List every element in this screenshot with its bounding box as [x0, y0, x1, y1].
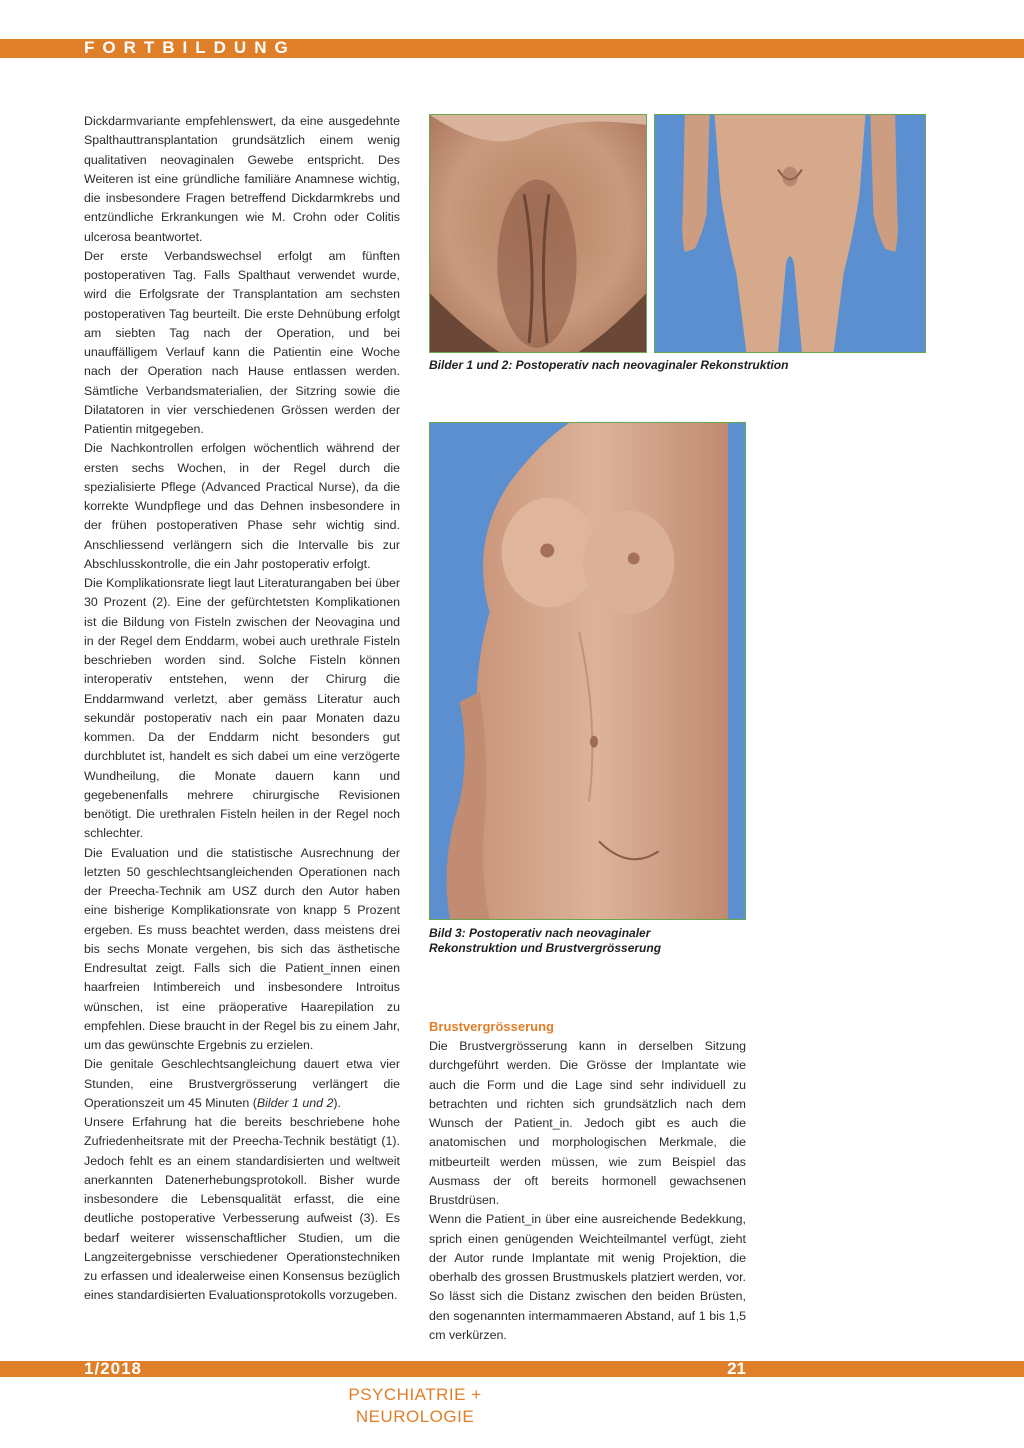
figure-photo-1 — [429, 114, 647, 353]
photo-1-image — [430, 115, 646, 352]
section-heading: Brustvergrösserung — [429, 1019, 554, 1034]
figure-photo-3 — [429, 422, 746, 920]
issue-number: 1/2018 — [84, 1359, 142, 1378]
paragraph: Unsere Erfahrung hat die bereits beschriebene hohe Zufriedenheitsrate mit der Preecha-Technik bestätigt (1). Jedoch fehlt es an einem standardisierten und weltweit anerkannten Datenerhebungsprotokoll. Bisher wurde insbesondere die Lebensqualität erfasst, die eine deutliche postoperative Verbesserung aufweist (3). Es bedarf weiterer wissenschaftlicher Studien, um die Langzeitergebnisse verschiedener Operationstechniken zu erfassen und idealerweise einen Konsensus bezüglich eines standardisierten Evaluationsprotokolls vorzugeben. — [84, 1115, 400, 1303]
paragraph-text: Die genitale Geschlechtsangleichung dauert etwa vier Stunden, eine Brustvergrösserung verlängert die Operationszeit um 45 Minuten ( — [84, 1057, 400, 1110]
paragraph: Wenn die Patient_in über eine ausreichende Bedekkung, sprich einen genügenden Weichteilmantel verfügt, zieht der Autor runde Implantate mit wenig Projektion, die oberhalb des grossen Brustmuskels platziert werden, vor. So lässt sich die Distanz zwischen den beiden Brüsten, den sogenannten intermammaeren Abstand, auf 1 bis 1,5 cm verkürzen. — [429, 1212, 746, 1342]
figure-caption-1-2: Bilder 1 und 2: Postoperativ nach neovaginaler Rekonstruktion — [429, 358, 789, 372]
paragraph — [84, 1055, 400, 1113]
figure-reference: Bilder 1 und 2 — [256, 1095, 334, 1110]
paragraph: Dickdarmvariante empfehlenswert, da eine ausgedehnte Spalthauttransplantation grundsätzlich einem wenig qualitativen neovaginalen Gewebe entspricht. Des Weiteren ist eine gründliche familiäre Anamnese wichtig, die insbesondere Fragen betreffend Dickdarmkrebs und entzündliche Erkrankungen wie M. Crohn oder Colitis ulcerosa beantwortet. — [84, 114, 400, 244]
paragraph: Die Brustvergrösserung kann in derselben Sitzung durchgeführt werden. Die Grösse der Implantate wie auch die Form und die Lage sind sehr individuell zu betrachten und richten sich grundsätzlich nach dem Wunsch der Patient_in. Jedoch gibt es auch die anatomischen und morphologischen Merkmale, die mitbeurteilt werden müssen, wie zum Beispiel das Ausmass der oft bereits hormonell gewachsenen Brustdrüsen. — [429, 1039, 746, 1207]
photo-3-image — [430, 423, 745, 919]
footer-bar — [0, 1361, 1024, 1377]
paragraph: Die Evaluation und die statistische Ausrechnung der letzten 50 geschlechtsangleichenden Operationen nach der Preecha-Technik am USZ durch den Autor haben eine bisherige Komplikationsrate von knapp 5 Prozent ergeben. Es muss beachtet werden, dass meistens drei bis sechs Monate vergehen, bis sich das ästhetische Endresultat zeigt. Falls sich die Patient_innen einen haarfreien Intimbereich und insbesondere Introitus wünschen, ist eine präoperative Haarepilation zu empfehlen. Diese braucht in der Regel bis zu einem Jahr, um das gewünschte Ergebnis zu erzielen. — [84, 845, 400, 1052]
paragraph: Der erste Verbandswechsel erfolgt am fünften postoperativen Tag. Falls Spalthaut verwendet wurde, wird die Erfolgsrate der Transplantation am sechsten postoperativen Tag beurteilt. Die erste Dehnübung erfolgt am siebten Tag nach der Operation, und bei unauffälligem Verlauf kann die Patientin eine Woche nach der Operation nach Hause entlassen werden. Sämtliche Verbandsmaterialien, der Sitzring sowie die Dilatatoren in vier verschiedenen Grössen werden der Patientin mitgegeben. — [84, 248, 400, 436]
paragraph: Die Komplikationsrate liegt laut Literaturangaben bei über 30 Prozent (2). Eine der gefürchtetsten Komplikationen ist die Bildung von Fisteln zwischen der Neovagina und in der Regel dem Enddarm, wobei auch urethrale Fisteln beschrieben worden sind. Solche Fisteln können interoperativ entstehen, wenn der Chirurg die Enddarmwand verletzt, aber gemäss Literatur auch sekundär postoperativ nach ein paar Monaten dazu kommen. Da der Enddarm nicht besonders gut durchblutet ist, handelt es sich dabei um eine verzögerte Wundheilung, die Monate dauern kann und gegebenenfalls mehrere chirurgische Revisionen benötigt. Die urethralen Fisteln heilen in der Regel noch schlechter. — [84, 576, 400, 841]
journal-title: PSYCHIATRIE + NEUROLOGIE — [348, 1385, 482, 1426]
photo-2-image — [655, 115, 925, 352]
paragraph: Die Nachkontrollen erfolgen wöchentlich während der ersten sechs Wochen, in der Regel durch die spezialisierte Pflege (Advanced Practical Nurse), da die korrekte Wundpflege und das Dehnen insbesondere in der frühen postoperativen Phase sehr wichtig sind. Anschliessend verlängern sich die Intervalle bis zur Abschlusskontrolle, die ein Jahr postoperativ erfolgt. — [84, 441, 400, 571]
page-number: 21 — [727, 1359, 746, 1378]
section-label: FORTBILDUNG — [84, 38, 296, 57]
figure-photo-2 — [654, 114, 926, 353]
figure-caption-3: Bild 3: Postoperativ nach neovaginaler Rekonstruktion und Brustvergrösserung — [429, 926, 662, 955]
paragraph-text: ). — [333, 1095, 341, 1110]
right-column — [429, 1017, 746, 1345]
left-column — [84, 112, 400, 1306]
